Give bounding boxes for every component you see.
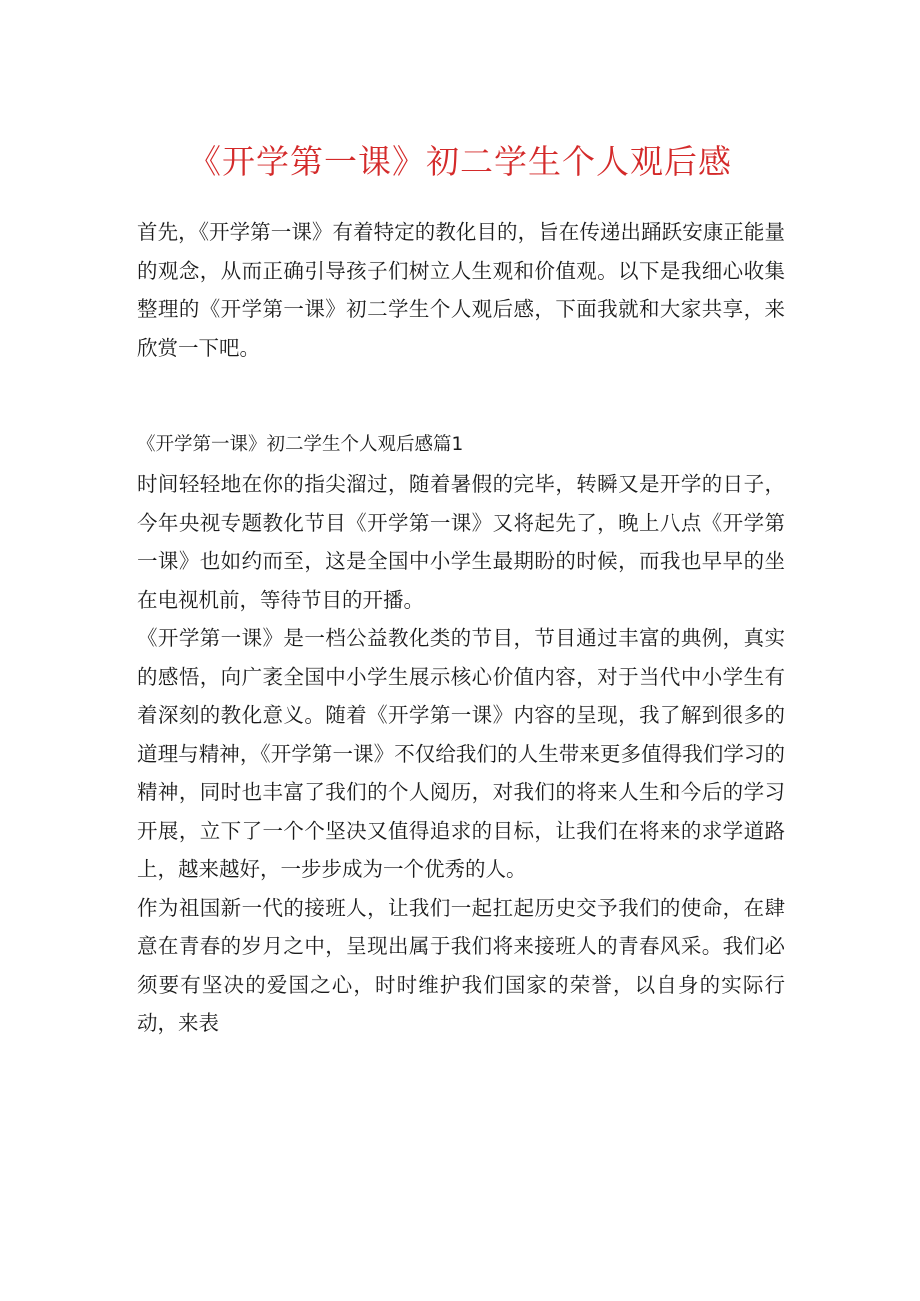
body-paragraph-1: 时间轻轻地在你的指尖溜过，随着暑假的完毕，转瞬又是开学的日子，今年央视专题教化节目《开学第一课》又将起先了，晚上八点《开学第一课》也如约而至，这是全国中小学生最期盼的时候，而我也早早的坐在电视机前，等待节目的开播。 — [137, 472, 785, 612]
intro-paragraph: 首先，《开学第一课》有着特定的教化目的，旨在传递出踊跃安康正能量的观念，从而正确引导孩子们树立人生观和价值观。以下是我细心收集整理的《开学第一课》初二学生个人观后感，下面我就和大家共享，来欣赏一下吧。 — [137, 220, 785, 360]
document-body — [137, 213, 785, 1043]
body-paragraph-2: 《开学第一课》是一档公益教化类的节目，节目通过丰富的典例，真实的感悟，向广袤全国中小学生展示核心价值内容，对于当代中小学生有着深刻的教化意义。随着《开学第一课》内容的呈现，我了解到很多的道理与精神，《开学第一课》不仅给我们的人生带来更多值得我们学习的精神，同时也丰富了我们的个人阅历，对我们的将来人生和今后的学习开展，立下了一个个坚决又值得追求的目标，让我们在将来的求学道路上，越来越好，一步步成为一个优秀的人。 — [137, 626, 785, 881]
section-heading: 《开学第一课》初二学生个人观后感篇1 — [137, 434, 464, 455]
document-title: 《开学第一课》初二学生个人观后感 — [188, 142, 732, 181]
body-paragraph-3: 作为祖国新一代的接班人，让我们一起扛起历史交予我们的使命，在肆意在青春的岁月之中，呈现出属于我们将来接班人的青春风采。我们必须要有坚决的爱国之心，时时维护我们国家的荣誉，以自身的实际行动，来表 — [137, 895, 785, 1035]
